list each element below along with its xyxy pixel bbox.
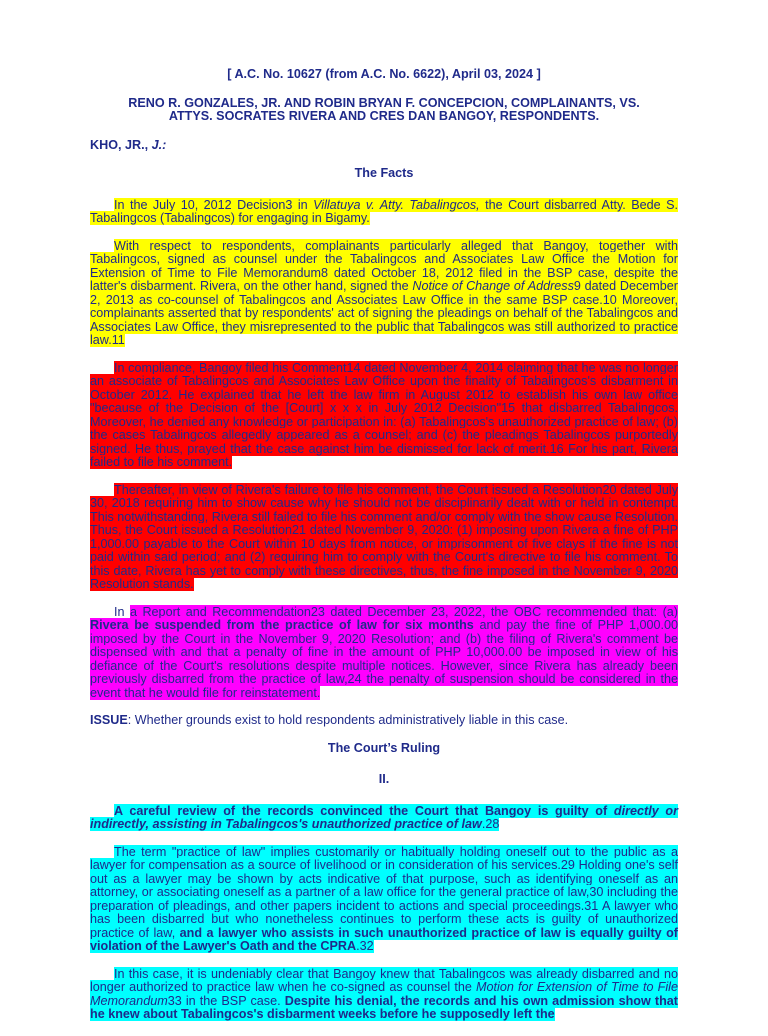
ruling-p2-tail: .32 [356, 939, 374, 953]
case-title: [ A.C. No. 10627 (from A.C. No. 6622), April 03, 2024 ] [227, 67, 541, 81]
facts-p2-text [90, 239, 678, 348]
facts-paragraph-2 [90, 240, 678, 348]
facts-p5-b: and pay the fine of PHP 1,000.00 imposed by the Court in the November 9, 2020 Resolution; and (b) the filing of Rivera's comment be dispensed with and that a penalty of fine in the amount of PHP 10,000.00 be imposed in view of his defiance of the Court's resolutions despite multiple notices. However, since Rivera has already been previously disbarred from the practice of law,24 the penalty of suspension should be considered in the event that he would file for reinstatement. [90, 618, 678, 700]
facts-p2-notice-title: Notice of Change of Address [412, 279, 574, 293]
ruling-p3-bold: Despite his denial, the records and his own admission show that he knew about Tabalingcos's disbarment weeks before he supposedly left the [90, 993, 678, 1021]
ruling-p2-text [90, 845, 678, 954]
ponente [90, 139, 678, 153]
issue-paragraph [90, 714, 678, 728]
facts-p1-b: the Court disbarred Atty. Bede S. Tabalingcos (Tabalingcos) for engaging in Bigamy. [90, 197, 678, 225]
case-parties [90, 97, 678, 124]
ruling-p3-b: 33 in the BSP case. [167, 993, 285, 1008]
facts-p2-b: 9 dated December 2, 2013 as co-counsel of Tabalingcos and Associates Law Office in the same BSP case.10 Moreover, complainants asserted that by respondents' act of signing the pleadings on behalf of the Tabalingcos and Associates Law Office, they misrepresented to the public that Tabalingcos was still authorized to practice law.11 [90, 279, 678, 347]
facts-p5-bold: Rivera be suspended from the practice of law for six months [90, 618, 474, 632]
issue-label: ISSUE [90, 713, 128, 727]
ruling-paragraph-3 [90, 968, 678, 1022]
decision-document [90, 68, 678, 1036]
facts-p5-a: a Report and Recommendation23 dated December 23, 2022, the OBC recommended that: (a) [129, 604, 678, 619]
facts-p4-a: Thereafter, in view of Rivera's failure to file his comment, the Court issued a Resolution20 dated July 30, 2018 requiring him to show cause why he should not be disciplinarily dealt with or held in contempt. This notwithstanding, Rivera still failed to file his comment and/or comply with the show cause Resolution. Thus, the Court issued a Resolution21 [90, 482, 678, 537]
parties-line-2: ATTYS. SOCRATES RIVERA AND CRES DAN BANGOY, RESPONDENTS. [168, 109, 600, 123]
issue-text: : Whether grounds exist to hold respondents administratively liable in this case. [127, 713, 569, 727]
ponente-suffix: J.: [151, 137, 167, 152]
facts-p3-c: For his part, Rivera failed to file his comment. [90, 441, 679, 469]
ruling-p3-text [90, 967, 678, 1022]
ruling-p3-a: In this case, it is undeniably clear that Bangoy knew that Tabalingcos was already disbarred and no longer authorized to practice law when he co-signed as counsel the [90, 966, 678, 994]
ruling-p3-motion-title: Motion for Extension of Time to File Memorandum [90, 980, 678, 1008]
ruling-subheading: II. [378, 772, 390, 786]
facts-p1-a: In the July 10, 2012 Decision3 in [114, 197, 314, 212]
ruling-p1-bold-italic: directly or indirectly, assisting in Tabalingcos's unauthorized practice of law [90, 803, 678, 831]
facts-paragraph-5 [90, 606, 678, 701]
facts-paragraph-4 [90, 484, 678, 592]
facts-p1-text [90, 198, 678, 226]
facts-p4-b: dated November 9, 2020: (1) imposing upon Rivera a fine of PHP 1,000.00 payable to the Court within 10 days from notice, or imprisonment of five clays if the fine is not paid within said period; and (2) requiring him to comply with the Court's directive to file his comment. To this date, Rivera has yet to comply with these directives, thus, the fine imposed in the November 9, 2020 Resolution stands. [90, 523, 678, 591]
facts-p5-lead: In [114, 604, 130, 619]
facts-p2-a: With respect to respondents, complainants particularly alleged that Bangoy, together with Tabalingcos, signed as counsel under the Tabalingcos and Associates Law Office the Motion for Extension of Time to File Memorandum8 dated October 18, 2012 filed in the BSP case, despite the latter's disbarment. Rivera, on the other hand, signed the [90, 238, 678, 293]
ruling-paragraph-2 [90, 846, 678, 954]
facts-p1-case-name: Villatuya v. Atty. Tabalingcos, [313, 197, 480, 212]
ruling-p2-a: The term "practice of law" implies customarily or habitually holding oneself out to the public as a lawyer for compensation as a source of livelihood or in consideration of his services.29 Holding one's self out as a lawyer may be shown by acts indicative of that purpose, such as identifying oneself as an attorney, or associating oneself as a partner of a law office for the general practice of law,30 including the preparation of pleadings, and other papers incident to actions and special proceedings.31 A lawyer who has been disbarred but who nonetheless continues to perform these acts is guilty of unauthorized practice of law, [90, 844, 678, 940]
ruling-p1-bold: A careful review of the records convinced the Court that Bangoy is guilty of [114, 803, 614, 818]
facts-paragraph-3 [90, 362, 678, 470]
ruling-p1-text [90, 804, 678, 832]
facts-p3-b: dated November 4, 2014 claiming that he was no longer an associate of Tabalingcos and Associates Law Office upon the finality of Tabalingcos's disbarment in October 2012. He explained that he left the law firm in August 2012 to establish his own law office "because of the Decision of the [Court] x x x in July 2012 Decision"15 that disbarred Tabalingcos. Moreover, he denied any knowledge or participation in: (a) Tabalingcos's unauthorized practice of law; (b) the cases Tabalingcos allegedly appeared as a counsel; and (c) the pleadings Tabalingcos purportedly signed. He thus, prayed that the case against him be dismissed for lack of merit.16 [90, 360, 678, 456]
ruling-p1-tail: .28 [481, 817, 500, 831]
facts-paragraph-1 [90, 199, 678, 226]
parties-line-1: RENO R. GONZALES, JR. AND ROBIN BRYAN F. CONCEPCION, COMPLAINANTS, VS. [128, 95, 640, 110]
ruling-heading: The Court’s Ruling [327, 740, 441, 755]
facts-p5-text [90, 605, 678, 700]
ponente-name: KHO, JR., [90, 137, 152, 152]
facts-heading: The Facts [354, 166, 414, 180]
facts-p3-a: In compliance, Bangoy filed his Comment14 [114, 360, 361, 375]
ruling-p2-bold: and a lawyer who assists in such unauthorized practice of law is equally guilty of violation of the Lawyer's Oath and the CPRA [90, 925, 678, 953]
ruling-paragraph-1 [90, 805, 678, 832]
